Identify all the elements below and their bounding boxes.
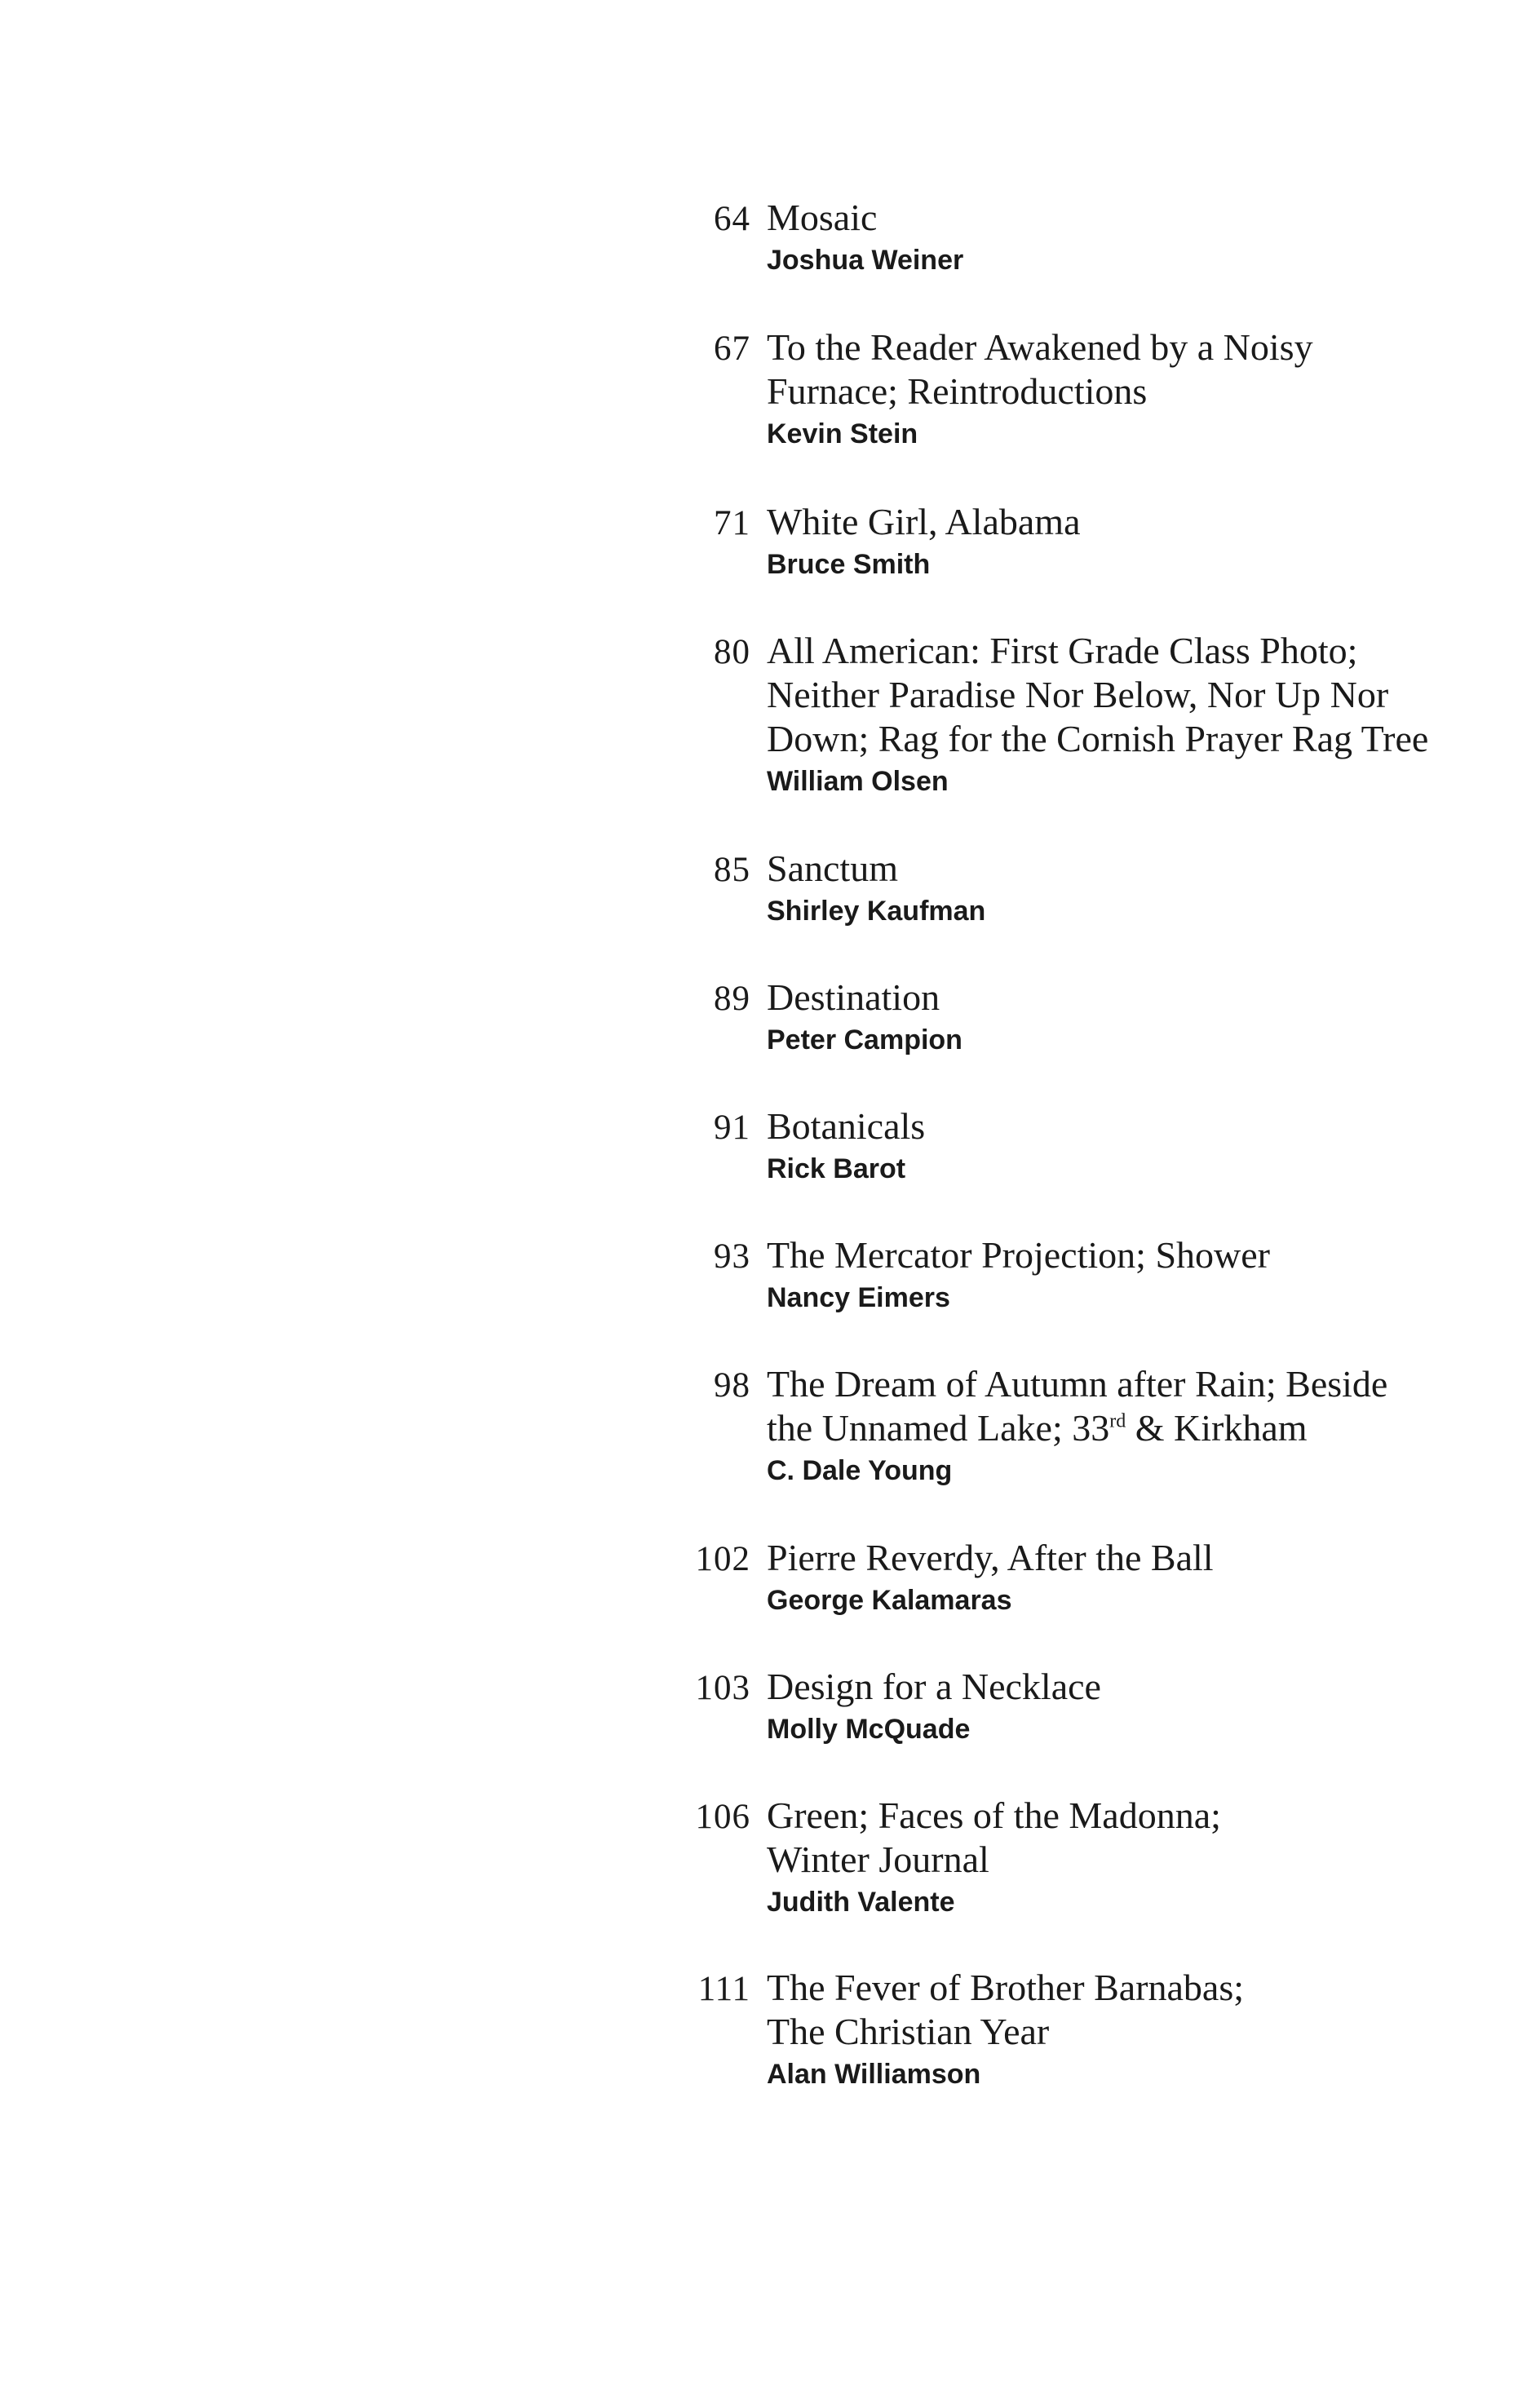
entry-title-line: Neither Paradise Nor Below, Nor Up Nor (767, 674, 1389, 715)
entry-title: Mosaic (767, 197, 878, 238)
entry-author: Kevin Stein (767, 418, 918, 449)
entry-author: Judith Valente (767, 1887, 955, 1918)
entry-title: White Girl, Alabama (767, 501, 1081, 542)
entry-title-line: Winter Journal (767, 1839, 989, 1880)
entry-title-fragment: & Kirkham (1126, 1407, 1308, 1449)
entry-title: Pierre Reverdy, After the Ball (767, 1537, 1214, 1578)
entry-title-line: Down; Rag for the Cornish Prayer Rag Tree (767, 718, 1429, 759)
toc-entry (669, 1966, 1540, 2095)
toc-entry (669, 1665, 1540, 1750)
entry-title: Design for a Necklace (767, 1666, 1101, 1707)
toc-entry (669, 1794, 1540, 1923)
entry-author: Rick Barot (767, 1153, 906, 1184)
toc-entry (669, 325, 1403, 454)
entry-title: Sanctum (767, 847, 898, 889)
page-number: 98 (714, 1366, 750, 1405)
page-number: 103 (695, 1669, 750, 1707)
entry-title (767, 1966, 1540, 2054)
entry-author: Molly McQuade (767, 1714, 971, 1745)
entry-title (767, 1794, 1540, 1882)
toc-entry (669, 196, 1540, 281)
entry-title: Botanicals (767, 1105, 926, 1147)
entry-author: Alan Williamson (767, 2059, 981, 2090)
ordinal-superscript: rd (1109, 1410, 1126, 1432)
toc-entry (669, 500, 1540, 585)
toc-entry (669, 976, 1540, 1060)
toc-entry (669, 1233, 1540, 1318)
page-number: 67 (714, 330, 750, 368)
entry-title-line: The Dream of Autumn after Rain; Beside (767, 1363, 1388, 1405)
page-number: 91 (714, 1108, 750, 1147)
entry-title-line: The Fever of Brother Barnabas; (767, 1967, 1245, 2008)
toc-entry (669, 1362, 1540, 1491)
entry-title (767, 629, 1540, 761)
entry-title (767, 1362, 1540, 1450)
toc-entry (669, 1104, 1540, 1189)
page-number: 64 (714, 200, 750, 238)
entry-author: C. Dale Young (767, 1455, 953, 1486)
entry-author: Joshua Weiner (767, 245, 964, 276)
page-number: 71 (714, 504, 750, 542)
entry-author: Nancy Eimers (767, 1282, 950, 1313)
page-number: 102 (695, 1540, 750, 1578)
page-number: 80 (714, 633, 750, 671)
entry-author: William Olsen (767, 766, 949, 797)
entry-title: Destination (767, 976, 940, 1018)
toc-entry (669, 1536, 1540, 1621)
entry-title-line: the Unnamed Lake; 33rd & Kirkham (767, 1407, 1308, 1449)
page-number: 93 (714, 1237, 750, 1276)
entry-author: George Kalamaras (767, 1585, 1012, 1616)
page-number: 111 (697, 1970, 750, 2008)
entry-title: The Mercator Projection; Shower (767, 1234, 1270, 1276)
toc-entry (669, 847, 1540, 931)
entry-title: To the Reader Awakened by a Noisy Furnace; Reintroductions (767, 326, 1313, 412)
entry-author: Bruce Smith (767, 549, 931, 580)
page-number: 89 (714, 980, 750, 1018)
page-number: 106 (695, 1798, 750, 1836)
entry-title-line: The Christian Year (767, 2011, 1050, 2052)
page-number: 85 (714, 851, 750, 889)
entry-title-line: Green; Faces of the Madonna; (767, 1794, 1221, 1836)
toc-entry (669, 629, 1540, 802)
entry-author: Peter Campion (767, 1024, 962, 1055)
entry-title-line: All American: First Grade Class Photo; (767, 630, 1358, 671)
entry-author: Shirley Kaufman (767, 896, 986, 927)
